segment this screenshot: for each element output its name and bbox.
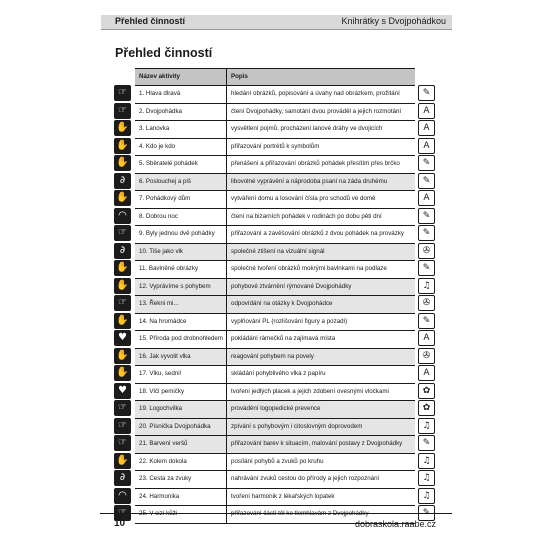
activity-name: 19. Logochvilka xyxy=(135,401,227,418)
activity-description: posílání pohybů a zvuků po kruhu xyxy=(231,457,324,465)
music-note-icon: ♫ xyxy=(418,278,435,294)
activity-name: 6. Poslouchej a piš xyxy=(135,174,227,191)
pencil-icon: ✎ xyxy=(418,505,435,521)
table-row xyxy=(135,471,415,489)
activity-description: skládání pohyblivého vlka z papíru xyxy=(231,370,326,377)
hand-speech-icon: ☞ xyxy=(114,435,131,451)
table-row xyxy=(135,121,415,139)
table-row xyxy=(135,104,415,122)
table-row xyxy=(135,296,415,314)
table-row xyxy=(135,244,415,262)
music-note-icon: ♫ xyxy=(418,470,435,486)
table-row xyxy=(135,191,415,209)
hand-icon: ✋ xyxy=(114,365,131,381)
ear-icon: ∂ xyxy=(114,173,131,189)
hand-speech-icon: ☞ xyxy=(114,400,131,416)
table-row xyxy=(135,139,415,157)
music-note-icon: ♫ xyxy=(418,453,435,469)
table-row xyxy=(135,279,415,297)
hand-speech-icon: ☞ xyxy=(114,103,131,119)
page-footer xyxy=(100,513,452,531)
hand-icon: ✋ xyxy=(114,278,131,294)
activity-description: vytváření domu a losování čísla pro schodů ve domě xyxy=(231,195,376,202)
activity-description: zpívání s pohybovým i citoslovným doprovodem xyxy=(231,422,363,430)
activity-description: přiřazování portrétů k symbolům xyxy=(231,142,320,150)
table-row xyxy=(135,226,415,244)
table-header-row xyxy=(135,69,415,86)
hand-icon: ✋ xyxy=(114,138,131,154)
activity-description: pohybové ztvárnění rýmované Dvojpohádky xyxy=(231,282,352,290)
activity-description: libovolné vyprávění a náprodoba psaní na záda druhému xyxy=(231,177,388,185)
activity-name: 15. Příroda pod drobnohledem xyxy=(135,331,227,348)
pencil-icon: ✎ xyxy=(418,85,435,101)
pencil-icon: ✎ xyxy=(418,435,435,451)
table-row xyxy=(135,366,415,384)
flower-icon: ✿ xyxy=(418,383,435,399)
abc-book-icon: A xyxy=(418,120,435,136)
activity-name: 11. Bavlněné obrázky xyxy=(135,261,227,278)
activity-description: přiřazování částí těl ke tlemhlavám z Dvojpohádky xyxy=(231,510,369,517)
activities-table xyxy=(135,68,415,524)
table-row xyxy=(135,261,415,279)
running-header xyxy=(101,15,452,30)
film-reel-icon: ✇ xyxy=(418,243,435,259)
table-row xyxy=(135,419,415,437)
film-reel-icon: ✇ xyxy=(418,295,435,311)
music-note-icon: ♫ xyxy=(418,488,435,504)
activity-name: 16. Jak vyvolit vlka xyxy=(135,349,227,366)
hand-speech-icon: ☞ xyxy=(114,225,131,241)
header-section-title: Přehled činností xyxy=(115,16,186,26)
hand-icon: ✋ xyxy=(114,120,131,136)
table-row xyxy=(135,401,415,419)
hand-icon: ✋ xyxy=(114,453,131,469)
table-row xyxy=(135,209,415,227)
activity-name: 4. Kdo je kdo xyxy=(135,139,227,156)
hand-icon: ✋ xyxy=(114,260,131,276)
pencil-icon: ✎ xyxy=(418,155,435,171)
activity-description: pokládání rámečků na zajímavá místa xyxy=(231,335,336,342)
activity-description: přiřazování a zavěšování obrázků z dvou pohádek na provázky xyxy=(231,230,405,237)
activity-name: 2. Dvojpohádka xyxy=(135,104,227,121)
activity-name: 25. V cizí kůži xyxy=(135,506,227,523)
activity-name: 23. Cesta za zvuky xyxy=(135,471,227,488)
hand-icon: ✋ xyxy=(114,313,131,329)
pencil-icon: ✎ xyxy=(418,173,435,189)
activity-name: 12. Vyprávíme s pohybem xyxy=(135,279,227,296)
activity-description: vysvětlení pojmů, procházení lanové dráhy ve dvojicích xyxy=(231,125,383,132)
activity-description: společné tvoření obrázků mokrými bavlnkami na podlaze xyxy=(231,265,387,272)
abc-book-icon: A xyxy=(418,365,435,381)
pencil-icon: ✎ xyxy=(418,260,435,276)
activity-name: 17. Vlku, sedni! xyxy=(135,366,227,383)
hand-icon: ✋ xyxy=(114,155,131,171)
table-row xyxy=(135,436,415,454)
activity-description: společné ztišení na vizuální signál xyxy=(231,247,325,255)
activity-description: provádění logopedické prevence xyxy=(231,405,321,412)
activity-name: 22. Kolem dokola xyxy=(135,454,227,471)
hand-speech-icon: ☞ xyxy=(114,85,131,101)
page-title: Přehled činností xyxy=(115,46,213,60)
column-header-description: Popis xyxy=(231,73,248,80)
column-header-name: Název aktivity xyxy=(135,69,227,85)
table-row xyxy=(135,384,415,402)
page-number: 10 xyxy=(114,518,126,529)
table-row xyxy=(135,86,415,104)
abc-book-icon: A xyxy=(418,330,435,346)
hand-speech-icon: ☞ xyxy=(114,505,131,521)
hand-icon: ✋ xyxy=(114,348,131,364)
activity-description: vyplňování PL (rozlišování figury a pozadí) xyxy=(231,317,348,325)
header-book-title: Knihrátky s Dvojpohádkou xyxy=(341,16,446,26)
flower-icon: ✿ xyxy=(418,400,435,416)
activity-name: 3. Lanovka xyxy=(135,121,227,138)
activity-description: tvoření harmonik z lékařských lopatek xyxy=(231,492,335,500)
activity-name: 8. Dobrou noc xyxy=(135,209,227,226)
table-row xyxy=(135,314,415,332)
music-note-icon: ♫ xyxy=(418,418,435,434)
hand-speech-icon: ☞ xyxy=(114,418,131,434)
activity-description: nahrávání zvuků cestou do přírody a jejich rozpoznání xyxy=(231,475,380,482)
footer-website: dobraskola.raabe.cz xyxy=(354,519,436,529)
abc-book-icon: A xyxy=(418,190,435,206)
hand-icon: ✋ xyxy=(114,190,131,206)
activity-name: 7. Pohádkový dům xyxy=(135,191,227,208)
lips-icon: ◠ xyxy=(114,488,131,504)
table-row xyxy=(135,174,415,192)
activity-name: 21. Barvení veršů xyxy=(135,436,227,453)
film-reel-icon: ✇ xyxy=(418,348,435,364)
activity-description: reagování pohybem na povely xyxy=(231,352,314,360)
activity-name: 18. Vlčí pemičky xyxy=(135,384,227,401)
activity-name: 14. Na hromádce xyxy=(135,314,227,331)
activity-description: přiřazování barev k situacím, malování postavy z Dvojpohádky xyxy=(231,440,403,447)
activity-description: čtení na bizarních pohádek v rodinách po dobu pěti dní xyxy=(231,212,382,220)
table-row xyxy=(135,454,415,472)
table-row xyxy=(135,489,415,507)
pencil-icon: ✎ xyxy=(418,225,435,241)
activity-description: přenášení a přiřazování obrázků pohádek přesítím přes brčko xyxy=(231,160,400,167)
pencil-icon: ✎ xyxy=(418,208,435,224)
ear-icon: ∂ xyxy=(114,243,131,259)
table-row xyxy=(135,349,415,367)
activity-name: 20. Písnička Dvojpohádka xyxy=(135,419,227,436)
lips-icon: ◠ xyxy=(114,208,131,224)
heart-icon: ♥ xyxy=(114,383,131,399)
right-icon-column xyxy=(418,85,435,523)
hand-speech-icon: ☞ xyxy=(114,295,131,311)
activity-name: 13. Řekni mi... xyxy=(135,296,227,313)
table-row xyxy=(135,156,415,174)
pencil-icon: ✎ xyxy=(418,313,435,329)
activity-name: 24. Harmonika xyxy=(135,489,227,506)
left-icon-column xyxy=(114,85,131,523)
activity-description: tvoření jedlých placek a jejich zdobení ovesnými vločkami xyxy=(231,387,389,395)
activity-name: 5. Sběratelé pohádek xyxy=(135,156,227,173)
activity-name: 9. Byly jednou dvě pohádky xyxy=(135,226,227,243)
abc-book-icon: A xyxy=(418,103,435,119)
table-row xyxy=(135,331,415,349)
ear-icon: ∂ xyxy=(114,470,131,486)
activity-description: hledání obrázků, popisování a úvahy nad obrázkem, prožitání xyxy=(231,90,400,97)
abc-book-icon: A xyxy=(418,138,435,154)
activity-name: 1. Hlava dlravá xyxy=(135,86,227,103)
activity-description: odpovídání na otázky k Dvojpohádce xyxy=(231,300,333,307)
activity-name: 10. Tiše jako vlk xyxy=(135,244,227,261)
heart-icon: ♥ xyxy=(114,330,131,346)
activity-description: čtení Dvojpohádky, samotání dvou prováděl a jejich rozmotání xyxy=(231,107,402,115)
